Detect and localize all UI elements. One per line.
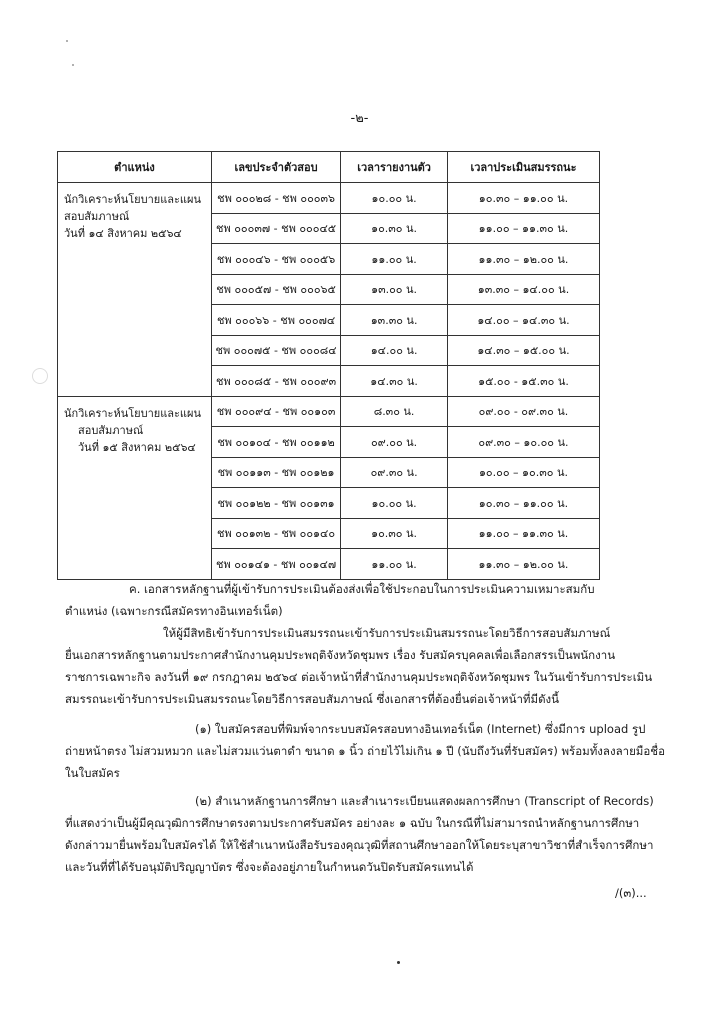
table-row: [58, 183, 600, 214]
position-line: วันที่ ๑๕ สิงหาคม ๒๕๖๔: [78, 440, 196, 454]
report-time-cell: ๐๙.๓๐ น.: [341, 457, 448, 488]
scan-speck: [72, 64, 74, 66]
exam-id-cell: ชพ ๐๐๐๖๖ - ชพ ๐๐๐๗๔: [211, 305, 340, 336]
item-2-line: (๒) สำเนาหลักฐานการศึกษา และสำเนาระเบียนแสดงผลการศึกษา (Transcript of Records): [195, 794, 654, 808]
report-time-cell: ๑๐.๐๐ น.: [341, 488, 448, 519]
evaluation-time-cell: ๑๐.๓๐ – ๑๑.๐๐ น.: [447, 488, 599, 519]
report-time-cell: ๑๑.๐๐ น.: [341, 244, 448, 275]
evaluation-time-cell: ๑๑.๓๐ – ๑๒.๐๐ น.: [447, 244, 599, 275]
report-time-cell: ๘.๓๐ น.: [341, 396, 448, 427]
page-number: -๒-: [350, 111, 369, 126]
item-1-line: (๑) ใบสมัครสอบที่พิมพ์จากระบบสมัครสอบทางอินเทอร์เน็ต (Internet) ซึ่งมีการ upload รูป: [195, 722, 646, 736]
paragraph-line: ให้ผู้มีสิทธิเข้ารับการประเมินสมรรถนะเข้ารับการประเมินสมรรถนะโดยวิธีการสอบสัมภาษณ์: [163, 626, 611, 640]
header-exam-id: เลขประจำตัวสอบ: [211, 152, 340, 183]
exam-id-cell: ชพ ๐๐๐๘๕ - ชพ ๐๐๐๙๓: [211, 366, 340, 397]
exam-id-cell: ชพ ๐๐๑๔๑ - ชพ ๐๐๑๔๗: [211, 549, 340, 580]
section-c-heading-cont: ตำแหน่ง (เฉพาะกรณีสมัครทางอินเทอร์เน็ต): [65, 604, 283, 618]
evaluation-time-cell: ๑๕.๐๐ - ๑๕.๓๐ น.: [447, 366, 599, 397]
position-line: นักวิเคราะห์นโยบายและแผน: [64, 193, 201, 206]
interview-schedule-table: [57, 151, 600, 580]
report-time-cell: ๑๑.๐๐ น.: [341, 549, 448, 580]
header-position: ตำแหน่ง: [58, 152, 212, 183]
evaluation-time-cell: ๑๑.๓๐ – ๑๒.๐๐ น.: [447, 549, 599, 580]
evaluation-time-cell: ๐๙.๓๐ – ๑๐.๐๐ น.: [447, 427, 599, 458]
exam-id-cell: ชพ ๐๐๐๔๖ - ชพ ๐๐๐๕๖: [211, 244, 340, 275]
evaluation-time-cell: ๑๓.๓๐ – ๑๔.๐๐ น.: [447, 274, 599, 305]
position-line: สอบสัมภาษณ์: [64, 210, 130, 223]
item-2-line: และวันที่ที่ได้รับอนุมัติปริญญาบัตร ซึ่งจะต้องอยู่ภายในกำหนดวันปิดรับสมัครแทนได้: [65, 860, 474, 874]
evaluation-time-cell: ๑๑.๐๐ – ๑๑.๓๐ น.: [447, 518, 599, 549]
exam-id-cell: ชพ ๐๐๐๒๘ - ชพ ๐๐๐๓๖: [211, 183, 340, 214]
report-time-cell: ๑๓.๐๐ น.: [341, 274, 448, 305]
report-time-cell: ๑๐.๓๐ น.: [341, 213, 448, 244]
header-evaluation-time: เวลาประเมินสมรรถนะ: [447, 152, 599, 183]
exam-id-cell: ชพ ๐๐๐๙๔ - ชพ ๐๐๑๐๓: [211, 396, 340, 427]
scan-hole-mark: [32, 368, 48, 384]
exam-id-cell: ชพ ๐๐๑๑๓ - ชพ ๐๐๑๒๑: [211, 457, 340, 488]
paragraph-line: ยื่นเอกสารหลักฐานตามประกาศสำนักงานคุมประพฤติจังหวัดชุมพร เรื่อง รับสมัครบุคคลเพื่อเลือกสรรเป็นพนักงาน: [65, 648, 616, 662]
item-2-line: ที่แสดงว่าเป็นผู้มีคุณวุฒิการศึกษาตรงตามประกาศรับสมัคร อย่างละ ๑ ฉบับ ในกรณีที่ไม่สามารถนำหลักฐานการศึกษา: [65, 816, 640, 830]
document-body: [65, 578, 666, 878]
exam-id-cell: ชพ ๐๐๑๐๔ - ชพ ๐๐๑๑๒: [211, 427, 340, 458]
exam-id-cell: ชพ ๐๐๐๗๕ - ชพ ๐๐๐๘๔: [211, 335, 340, 366]
evaluation-time-cell: ๑๐.๐๐ – ๑๐.๓๐ น.: [447, 457, 599, 488]
paragraph-line: ราชการเฉพาะกิจ ลงวันที่ ๑๙ กรกฎาคม ๒๕๖๔ ต่อเจ้าหน้าที่สำนักงานคุมประพฤติจังหวัดชุมพร ในวันเข้ารับการประเมิน: [65, 670, 653, 684]
item-1-line: ถ่ายหน้าตรง ไม่สวมหมวก และไม่สวมแว่นตาดำ ขนาด ๑ นิ้ว ถ่ายไว้ไม่เกิน ๑ ปี (นับถึงวันที่รับสมัคร) พร้อมทั้งลงลายมือชื่อ: [65, 744, 666, 758]
exam-id-cell: ชพ ๐๐๐๕๗ - ชพ ๐๐๐๖๕: [211, 274, 340, 305]
exam-id-cell: ชพ ๐๐๐๓๗ - ชพ ๐๐๐๔๕: [211, 213, 340, 244]
scan-speck: [397, 961, 400, 964]
section-c-heading: ค. เอกสารหลักฐานที่ผู้เข้ารับการประเมินต้องส่งเพื่อใช้ประกอบในการประเมินความเหมาะสมกับ: [129, 582, 595, 596]
position-line: วันที่ ๑๔ สิงหาคม ๒๕๖๔: [64, 227, 182, 240]
scan-speck: [66, 40, 68, 42]
position-cell: [58, 183, 212, 397]
report-time-cell: ๐๙.๐๐ น.: [341, 427, 448, 458]
report-time-cell: ๑๔.๐๐ น.: [341, 335, 448, 366]
report-time-cell: ๑๐.๐๐ น.: [341, 183, 448, 214]
table-row: [58, 396, 600, 427]
next-page-reference: /(๓)...: [615, 886, 647, 900]
evaluation-time-cell: ๑๔.๐๐ – ๑๔.๓๐ น.: [447, 305, 599, 336]
evaluation-time-cell: ๑๐.๓๐ – ๑๑.๐๐ น.: [447, 183, 599, 214]
position-line: นักวิเคราะห์นโยบายและแผน: [64, 406, 201, 420]
report-time-cell: ๑๔.๓๐ น.: [341, 366, 448, 397]
exam-id-cell: ชพ ๐๐๑๓๒ - ชพ ๐๐๑๔๐: [211, 518, 340, 549]
evaluation-time-cell: ๑๔.๓๐ – ๑๕.๐๐ น.: [447, 335, 599, 366]
paragraph-line: สมรรถนะเข้ารับการประเมินสมรรถนะโดยวิธีการสอบสัมภาษณ์ ซึ่งเอกสารที่ต้องยื่นต่อเจ้าหน้าที่มีดังนี้: [65, 692, 560, 706]
position-line: สอบสัมภาษณ์: [78, 423, 144, 437]
item-1-line: ในใบสมัคร: [65, 766, 120, 780]
item-2-line: ดังกล่าวมายื่นพร้อมใบสมัครได้ ให้ใช้สำเนาหนังสือรับรองคุณวุฒิที่สถานศึกษาออกให้โดยระบุสาขาวิชาที่สำเร็จการศึกษา: [65, 838, 654, 852]
header-report-time: เวลารายงานตัว: [341, 152, 448, 183]
evaluation-time-cell: ๑๑.๐๐ – ๑๑.๓๐ น.: [447, 213, 599, 244]
evaluation-time-cell: ๐๙.๐๐ - ๐๙.๓๐ น.: [447, 396, 599, 427]
report-time-cell: ๑๓.๓๐ น.: [341, 305, 448, 336]
position-cell: [58, 396, 212, 579]
table-header-row: [58, 152, 600, 183]
exam-id-cell: ชพ ๐๐๑๒๒ - ชพ ๐๐๑๓๑: [211, 488, 340, 519]
report-time-cell: ๑๐.๓๐ น.: [341, 518, 448, 549]
